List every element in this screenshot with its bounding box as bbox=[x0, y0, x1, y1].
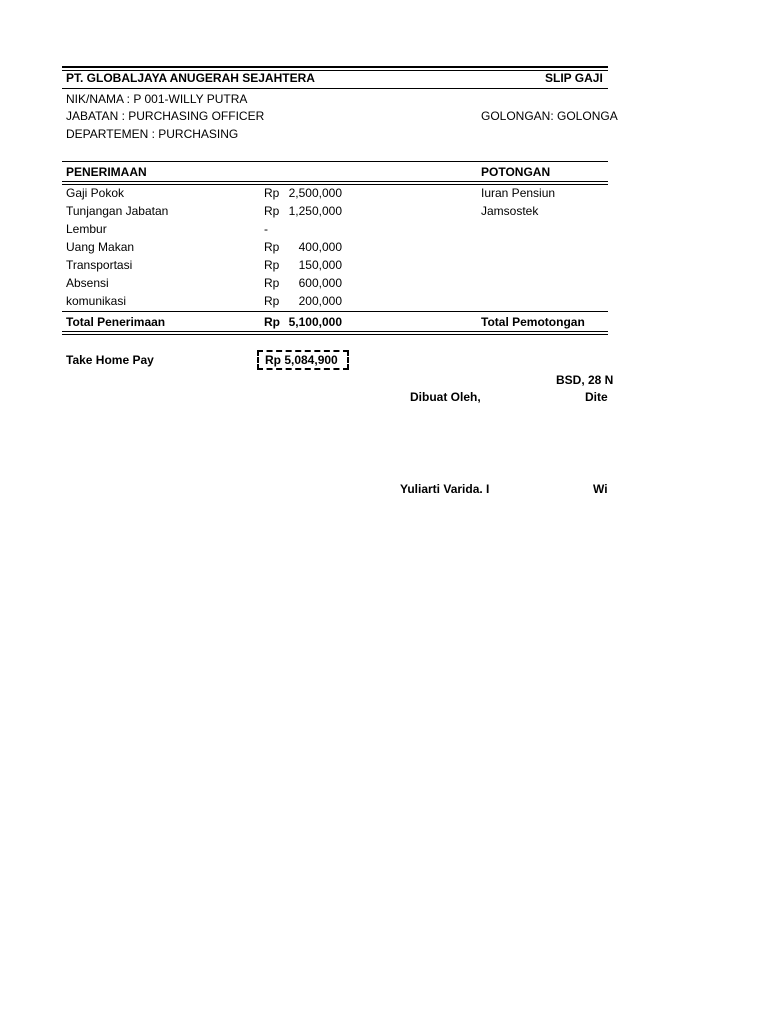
top-rule-thick bbox=[62, 66, 608, 68]
earning-amount bbox=[264, 204, 342, 218]
currency-symbol: Rp bbox=[264, 276, 280, 290]
total-penerimaan-amount bbox=[264, 315, 342, 329]
slip-title: SLIP GAJI bbox=[545, 71, 603, 85]
penerimaan-heading: PENERIMAAN bbox=[66, 165, 147, 179]
received-by-label: Dite bbox=[585, 390, 608, 404]
currency-symbol: Rp bbox=[264, 315, 280, 329]
employee-nik-nama: NIK/NAMA : P 001-WILLY PUTRA bbox=[66, 92, 248, 106]
employee-departemen: DEPARTEMEN : PURCHASING bbox=[66, 127, 239, 141]
total-pemotongan-label: Total Pemotongan bbox=[481, 315, 585, 329]
deduction-label: Iuran Pensiun bbox=[481, 186, 556, 200]
currency-symbol: Rp bbox=[264, 240, 280, 254]
earning-amount bbox=[264, 294, 342, 308]
currency-symbol: Rp bbox=[264, 186, 280, 200]
employee-golongan: GOLONGAN: GOLONGA bbox=[481, 109, 618, 123]
earning-label: Absensi bbox=[66, 276, 109, 290]
amount-value: 600,000 bbox=[298, 276, 342, 290]
made-by-name: Yuliarti Varida. I bbox=[400, 482, 490, 496]
totals-rule-bottom-thick bbox=[62, 331, 608, 332]
employee-jabatan: JABATAN : PURCHASING OFFICER bbox=[66, 109, 265, 123]
deduction-label: Jamsostek bbox=[481, 204, 539, 218]
earning-label: Lembur bbox=[66, 222, 107, 236]
amount-value: 2,500,000 bbox=[288, 186, 342, 200]
potongan-heading: POTONGAN bbox=[481, 165, 551, 179]
company-name: PT. GLOBALJAYA ANUGERAH SEJAHTERA bbox=[66, 71, 315, 85]
received-by-name: Wi bbox=[593, 482, 608, 496]
earning-label: Uang Makan bbox=[66, 240, 135, 254]
take-home-pay-value: Rp 5,084,900 bbox=[265, 353, 338, 367]
amount-value: 150,000 bbox=[298, 258, 342, 272]
earning-amount bbox=[264, 186, 342, 200]
currency-symbol: Rp bbox=[264, 204, 280, 218]
section-rule-bottom-thin bbox=[62, 184, 608, 185]
section-rule-bottom-thick bbox=[62, 181, 608, 182]
made-by-label: Dibuat Oleh, bbox=[410, 390, 481, 404]
amount-value: 400,000 bbox=[298, 240, 342, 254]
currency-symbol: Rp bbox=[264, 294, 280, 308]
totals-rule-bottom-thin bbox=[62, 334, 608, 335]
place-date: BSD, 28 N bbox=[556, 373, 614, 387]
header-rule bbox=[62, 88, 608, 89]
earning-label: Tunjangan Jabatan bbox=[66, 204, 169, 218]
totals-rule-top bbox=[62, 311, 608, 312]
amount-value: 5,100,000 bbox=[288, 315, 342, 329]
amount-value: 200,000 bbox=[298, 294, 342, 308]
earning-amount-dash: - bbox=[264, 222, 268, 236]
section-rule-top bbox=[62, 161, 608, 162]
earning-label: Transportasi bbox=[66, 258, 133, 272]
earning-label: Gaji Pokok bbox=[66, 186, 125, 200]
currency-symbol: Rp bbox=[264, 258, 280, 272]
earning-amount bbox=[264, 240, 342, 254]
total-penerimaan-label: Total Penerimaan bbox=[66, 315, 166, 329]
amount-value: 1,250,000 bbox=[288, 204, 342, 218]
earning-amount bbox=[264, 276, 342, 290]
earning-label: komunikasi bbox=[66, 294, 127, 308]
take-home-pay-label: Take Home Pay bbox=[66, 353, 154, 367]
earning-amount bbox=[264, 258, 342, 272]
